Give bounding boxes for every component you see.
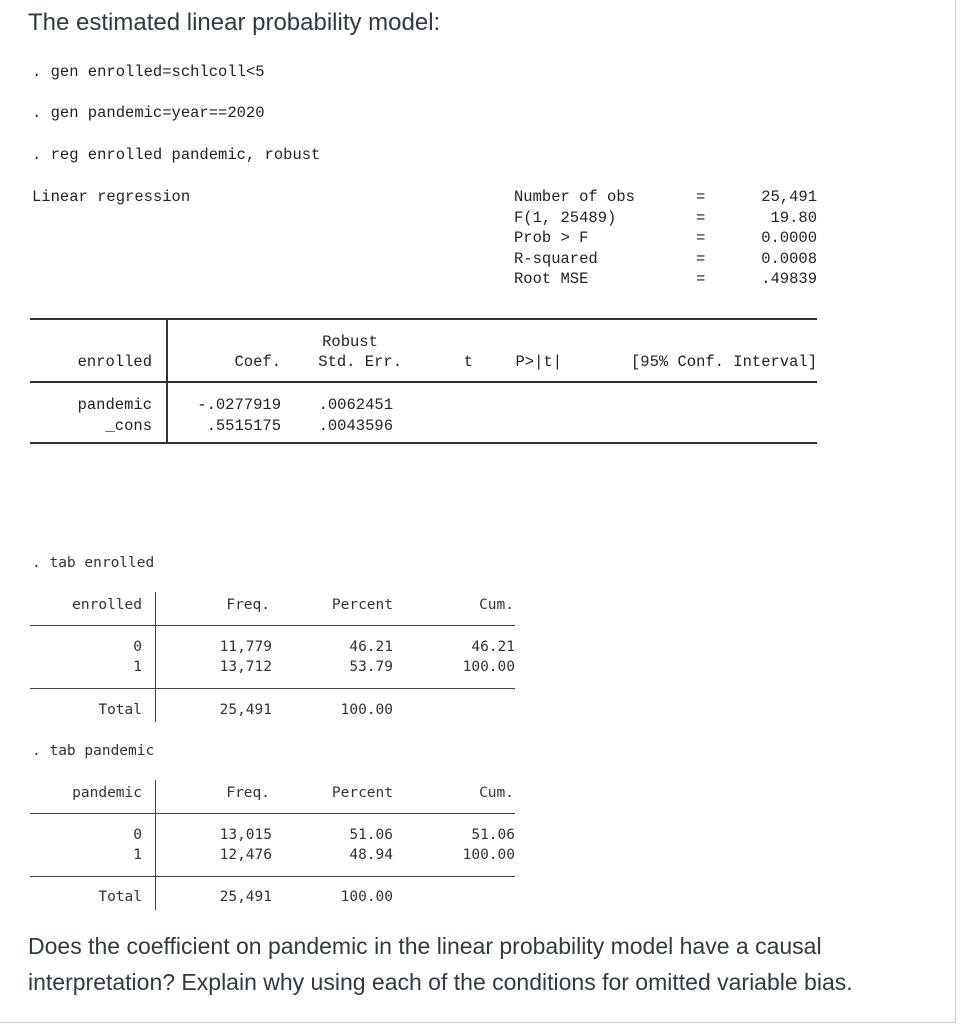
tab-row-cum: 51.06: [471, 827, 515, 843]
header-conf-interval: [95% Conf. Interval]: [630, 353, 817, 371]
stat-value: 25,491: [761, 188, 817, 206]
row-coef-cons: .5515175: [206, 417, 281, 435]
header-dep-var: enrolled: [77, 353, 152, 371]
stat-equals: =: [696, 270, 706, 288]
tab-row-freq: 13,015: [219, 827, 272, 843]
tab-header-percent: Percent: [331, 597, 393, 613]
stat-value: 0.0008: [761, 249, 817, 268]
tab-header-rule: [30, 813, 515, 814]
header-std-err: Std. Err.: [318, 353, 402, 371]
command-reg: . reg enrolled pandemic, robust: [32, 146, 321, 164]
tab-row-percent: 53.79: [349, 659, 393, 675]
tab-total-label: Total: [98, 889, 142, 905]
row-var-pandemic: pandemic: [77, 396, 152, 414]
tab-divider: [155, 780, 156, 910]
tab-header-var: pandemic: [72, 785, 142, 801]
regression-title: Linear regression: [32, 188, 191, 206]
tab-row-percent: 51.06: [349, 827, 393, 843]
header-p: P>|t|: [515, 353, 562, 371]
tab-row-cum: 46.21: [471, 639, 515, 655]
row-coef-pandemic: -.0277919: [197, 396, 281, 414]
tab-total-freq: 25,491: [219, 702, 272, 718]
table-bottom-rule: [30, 442, 817, 444]
tab-total-rule: [30, 688, 515, 689]
command-gen-pandemic: . gen pandemic=year==2020: [32, 104, 265, 122]
tab-row-value: 1: [133, 847, 142, 863]
tab-total-freq: 25,491: [219, 889, 272, 905]
tab-row-value: 0: [133, 827, 142, 843]
row-se-cons: .0043596: [318, 417, 393, 435]
question-text: Does the coefficient on pandemic in the linear probability model have a causal interpretation? Explain why using each of the conditions for omitted variable bias.: [28, 933, 853, 995]
stat-label: R-squared: [514, 249, 598, 268]
stat-value: 0.0000: [761, 229, 817, 247]
tab-divider: [155, 592, 156, 722]
header-robust: Robust: [322, 333, 378, 351]
stat-label: Number of obs: [514, 188, 635, 206]
stat-equals: =: [696, 229, 706, 247]
tab-header-freq: Freq.: [226, 597, 270, 613]
tab-row-freq: 12,476: [219, 847, 272, 863]
tab-header-percent: Percent: [331, 785, 393, 801]
tab-row-freq: 11,779: [219, 639, 272, 655]
command-gen-enrolled: . gen enrolled=schlcoll<5: [32, 63, 265, 81]
tab-row-percent: 48.94: [349, 847, 393, 863]
tab-total-percent: 100.00: [340, 702, 393, 718]
command-tab-pandemic: . tab pandemic: [32, 743, 155, 759]
tab-total-rule: [30, 876, 515, 877]
tab-row-cum: 100.00: [462, 659, 515, 675]
stat-equals: =: [696, 208, 706, 227]
tab-header-var: enrolled: [72, 597, 142, 613]
tab-row-value: 0: [133, 639, 142, 655]
tab-header-rule: [30, 625, 515, 626]
tab-header-cum: Cum.: [479, 597, 514, 613]
stat-equals: =: [696, 188, 706, 206]
stat-label: Prob > F: [514, 229, 589, 247]
tab-row-value: 1: [133, 659, 142, 675]
stat-value: 19.80: [770, 208, 817, 227]
stat-equals: =: [696, 249, 706, 268]
header-coef: Coef.: [234, 353, 281, 371]
table-top-rule: [30, 318, 817, 320]
tab-row-cum: 100.00: [462, 847, 515, 863]
stat-label: Root MSE: [514, 270, 589, 288]
stat-value: .49839: [761, 270, 817, 288]
row-se-pandemic: .0062451: [318, 396, 393, 414]
header-t: t: [463, 353, 473, 371]
tab-total-label: Total: [98, 702, 142, 718]
tab-header-cum: Cum.: [479, 785, 514, 801]
tab-row-percent: 46.21: [349, 639, 393, 655]
stat-label: F(1, 25489): [514, 208, 617, 227]
command-tab-enrolled: . tab enrolled: [32, 555, 155, 571]
page-title: The estimated linear probability model:: [28, 9, 441, 36]
header-rule: [30, 381, 817, 383]
row-var-cons: _cons: [105, 417, 152, 435]
tab-row-freq: 13,712: [219, 659, 272, 675]
tab-total-percent: 100.00: [340, 889, 393, 905]
tab-header-freq: Freq.: [226, 785, 270, 801]
